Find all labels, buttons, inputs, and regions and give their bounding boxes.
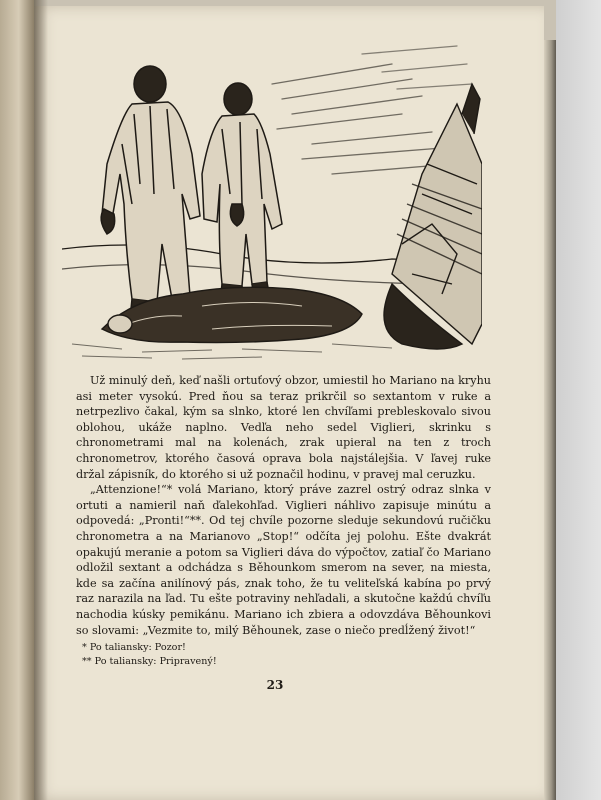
paragraph-2: „Attenzione!“* volá Mariano, ktorý práve zazrel ostrý odraz slnka v ortuti a namieril naň ďalekohľad. Viglieri náhlivo zapisuje minútu a odpovedá: „Pronti!“**. Od tej chvíle pozorne sleduje sekundovú ručičku chronometra a na Marianovo „Stop!“ odčíta jej polohu. Ešte dvakrát opakujú meranie a potom sa Viglieri dáva do výpočtov, zatiaľ čo Mariano odložil sextant a odchádza s Běhounkom smerom na sever, na miesta, kde sa začína anilínový pás, znak toho, že tu veliteľská kabína po prvý raz narazila na ľad. Tu ešte potraviny nehľadali, a skutočne každú chvíľu nachodia kúsky pemikánu. Mariano ich zbiera a odovzdáva Běhounkovi so slovami: „Vezmite to, milý Běhounek, zase o niečo predĺžený život!“	[76, 483, 491, 637]
footnote-1: * Po taliansky: Pozor!	[82, 642, 186, 653]
spine-shadow	[34, 0, 48, 800]
illustration	[62, 44, 482, 364]
page-stack-edge	[544, 40, 556, 800]
figure-right	[202, 83, 282, 302]
table-surface	[556, 0, 601, 800]
figure-left	[101, 66, 200, 320]
airship-wreck	[384, 84, 482, 349]
page-number: 23	[266, 678, 284, 692]
body-text	[76, 373, 491, 638]
paragraph-1: Už minulý deň, keď našli ortuťový obzor, umiestil ho Mariano na kryhu asi meter vysokú. Pred ňou sa teraz prikrčil so sextantom v ruke a netrpezlivo čakal, kým sa slnko, ktoré len chvíľami prebleskovalo sivou oblohou, ukáže naplno. Vedľa neho sedel Viglieri, skrinku s chronometrami mal na kolenách, zrak upieral na ten z troch chronometrov, ktorého časová oprava bola najstálejšia. V ľavej ruke držal zápisník, do ktorého si už poznačil hodinu, v pravej mal ceruzku.	[76, 374, 491, 481]
footnotes	[82, 641, 382, 668]
left-page-edge	[0, 0, 34, 800]
footnote-2: ** Po taliansky: Pripravený!	[82, 655, 217, 667]
